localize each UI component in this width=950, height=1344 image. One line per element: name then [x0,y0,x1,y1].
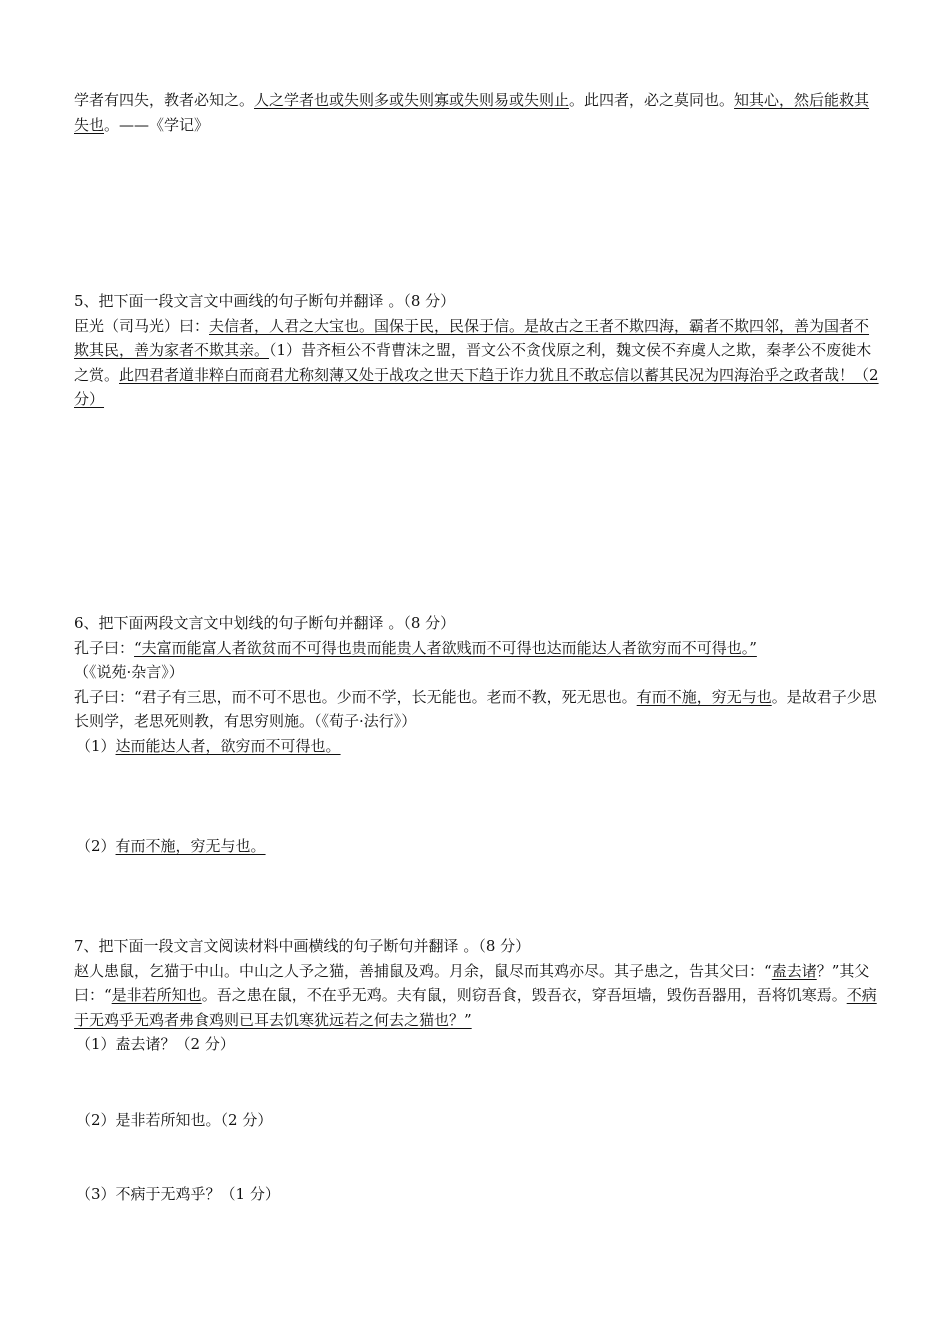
sub-underlined-text: 有而不施，穷无与也。 [115,837,266,855]
question-6-sub-2 [74,834,880,859]
question-7-sub-2: （2）是非若所知也。（2 分） [76,1111,273,1129]
question-6-sub-1 [74,734,880,759]
intro-underlined-sentence: 知其心，然后能救其失也 [74,91,870,134]
question-7-sub-3: （3）不病于无鸡乎？（1 分） [76,1185,280,1203]
question-7-passage [74,959,880,1033]
question-7-sub-2-block [74,1108,880,1133]
passage-text: 孔子曰：“君子有三思，而不可不思也。少而不学，长无能也。老而不教，死无思也。 [74,687,637,706]
sub-underlined-text: 达而能达人者，欲穷而不可得也。 [115,736,341,755]
underlined-sentence: 不病于无鸡乎无鸡者弗食鸡则已耳去饥寒犹远若之何去之猫也？” [74,986,877,1029]
question-7-title: 7、把下面一段文言文阅读材料中画横线的句子断句并翻译 。（8 分） [74,937,531,955]
passage-text: （1）昔齐桓公不背曹沫之盟，晋文公不贪伐原之利，魏文侯不弃虞人之欺，秦孝公不废徙木之赏。 [74,341,872,384]
question-5-passage [74,314,880,412]
passage-text: 。吾之患在鼠，不在乎无鸡。夫有鼠，则窃吾食，毁吾衣，穿吾垣墙，毁伤吾器用，吾将饥寒焉。 [201,986,847,1004]
question-6-passage-1 [74,636,880,661]
passage-text: 。是故君子少思长则学，老思死则教，有思穷则施。（《荀子·法行》） [74,687,877,730]
question-6-sub-2-block [74,834,880,859]
underlined-sentence: “夫富而能富人者欲贫而不可得也贵而能贵人者欲贱而不可得也达而能达人者欲穷而不可得也。” [134,638,757,657]
intro-text: 学者有四失，教者必知之。 [74,91,255,109]
passage-text: ？”其父曰：“ [74,961,870,1004]
question-6-source-1: （《说苑·杂言》） [74,663,184,681]
question-6 [74,611,880,758]
intro-source: 。——《学记》 [104,115,210,134]
question-5-title: 5、把下面一段文言文中画线的句子断句并翻译 。（8 分） [74,292,456,310]
passage-text: 孔子曰： [74,638,135,657]
intro-underlined-sentence: 人之学者也或失则多或失则寡或失则易或失则止 [254,91,570,109]
passage-text: 臣光（司马光）曰： [74,316,210,335]
intro-paragraph [74,88,880,137]
underlined-sentence: 是非若所知也 [111,986,202,1004]
intro-passage [74,88,880,137]
intro-text: 。此四者，必之莫同也。 [569,91,735,109]
question-7-sub-3-block [74,1182,880,1207]
underlined-sentence: 夫信者，人君之大宝也。国保于民，民保于信。是故古之王者不欺四海，霸者不欺四邻，善为国者不欺其民，善为家者不欺其亲。 [74,316,870,359]
underlined-sentence: 盍去诸 [771,961,817,980]
underlined-sentence: 有而不施，穷无与也 [636,687,772,706]
sub-number: （2） [76,837,116,855]
question-7 [74,934,880,1057]
sub-number: （1） [76,736,116,755]
question-6-passage-2 [74,685,880,734]
passage-text: 赵人患鼠，乞猫于中山。中山之人予之猫，善捕鼠及鸡。月余，鼠尽而其鸡亦尽。其子患之，告其父曰：“ [74,961,772,980]
question-5 [74,289,880,412]
question-7-sub-1: （1）盍去诸？（2 分） [76,1035,235,1053]
underlined-sentence: 此四君者道非粹白而商君尤称刻薄又处于战攻之世天下趋于诈力犹且不敢忘信以蓄其民况为四海治乎之政者哉！（2 分） [74,365,879,408]
question-6-title: 6、把下面两段文言文中划线的句子断句并翻译 。（8 分） [74,614,456,632]
